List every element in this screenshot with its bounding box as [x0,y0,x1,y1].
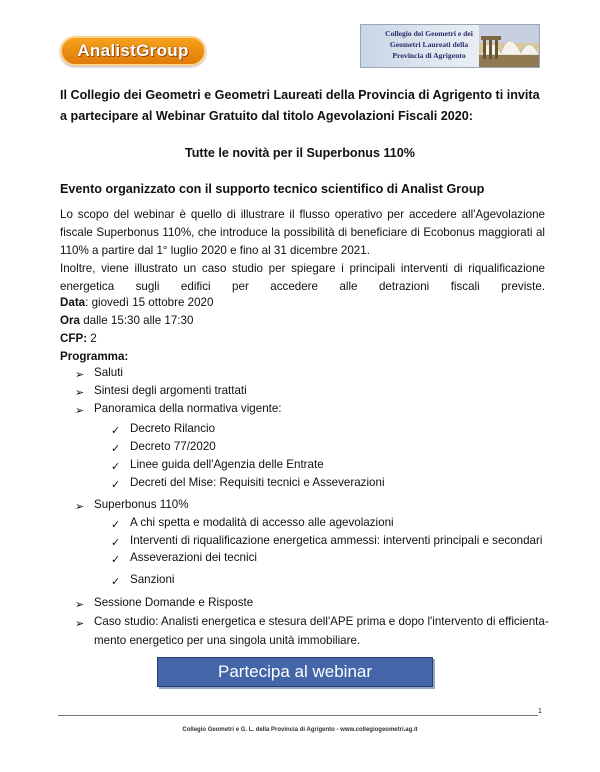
program-item: Superbonus 110% [94,498,189,511]
program-item: Sessione Domande e Risposte [94,596,254,609]
event-cfp [60,330,97,348]
collegio-logo [360,24,540,68]
arrow-bullet-icon: ➢ [75,501,85,513]
superbonus-item: Interventi di riqualificazione energetica ammessi: interventi principali e secondari [130,534,543,547]
page-number: 1 [538,708,542,715]
normativa-item: Decreti del Mise: Requisiti tecnici e Asseverazioni [130,476,385,489]
time-value: dalle 15:30 alle 17:30 [79,314,194,327]
webinar-subtitle: Tutte le novità per il Superbonus 110% [184,146,415,160]
event-time [60,312,193,330]
program-item: Saluti [94,366,124,379]
normativa-item: Decreto Rilancio [130,422,216,435]
join-webinar-button[interactable] [157,657,433,687]
date-value: : giovedì 15 ottobre 2020 [85,296,214,309]
normativa-item: Decreto 77/2020 [130,440,216,453]
arrow-bullet-icon: ➢ [75,387,85,399]
checkmark-icon: ✓ [111,461,121,473]
collegio-logo-text: Collegio dei Geometri e dei Geometri Laureati della Provincia di Agrigento [385,29,473,60]
analist-logo-text: AnalistGroup [77,41,189,60]
program-item: Caso studio: Analisti energetica e stesura dell'APE prima e dopo l'intervento di efficienta- [94,615,549,628]
cfp-label: CFP: [60,332,88,345]
checkmark-icon: ✓ [111,576,121,588]
arrow-bullet-icon: ➢ [75,618,85,630]
footer-divider [58,715,538,716]
superbonus-item: A chi spetta e modalità di accesso alle agevolazioni [130,516,394,529]
description-paragraph: Lo scopo del webinar è quello di illustrare il flusso operativo per accedere all'Agevolazione fiscale Superbonus 110%, che introduce la possibilità di beneficiare di Ecobonus maggiorati al 110% a partire dal 1° luglio 2020 e fino al 31 dicembre 2021. [60,208,545,258]
program-heading: Programma: [60,350,129,363]
arrow-bullet-icon: ➢ [75,405,85,417]
case-study-paragraph: Inoltre, viene illustrato un caso studio per spiegare i principali interventi di riqualificazione energetica sugli edifici per accedere alle detrazioni fiscali previste. [60,262,545,294]
organizer-note: Evento organizzato con il supporto tecnico scientifico di Analist Group [60,182,485,196]
checkmark-icon: ✓ [111,443,121,455]
cfp-value: 2 [87,332,97,345]
temple-opera-house-image [479,25,540,68]
analist-group-logo [60,36,206,66]
program-item: Sintesi degli argomenti trattati [94,384,247,397]
invitation-intro: Il Collegio dei Geometri e Geometri Laureati della Provincia di Agrigento ti invita a partecipare al Webinar Gratuito dal titolo Agevolazioni Fiscali 2020: [60,88,540,123]
event-date [60,294,213,312]
time-label: Ora [60,314,80,327]
checkmark-icon: ✓ [111,519,121,531]
checkmark-icon: ✓ [111,537,121,549]
program-item-continuation: mento energetico per una singola unità immobiliare. [94,634,361,647]
date-label: Data [60,296,86,309]
program-item: Panoramica della normativa vigente: [94,402,282,415]
arrow-bullet-icon: ➢ [75,599,85,611]
join-webinar-label: Partecipa al webinar [217,662,373,681]
footer-text: Collegio Geometri e G. L. della Provincia di Agrigento - www.collegiogeometri.ag.it [182,727,418,733]
checkmark-icon: ✓ [111,425,121,437]
superbonus-item: Sanzioni [130,573,175,586]
checkmark-icon: ✓ [111,479,121,491]
normativa-item: Linee guida dell'Agenzia delle Entrate [130,458,324,471]
arrow-bullet-icon: ➢ [75,369,85,381]
checkmark-icon: ✓ [111,554,121,566]
superbonus-item: Asseverazioni dei tecnici [130,551,257,564]
